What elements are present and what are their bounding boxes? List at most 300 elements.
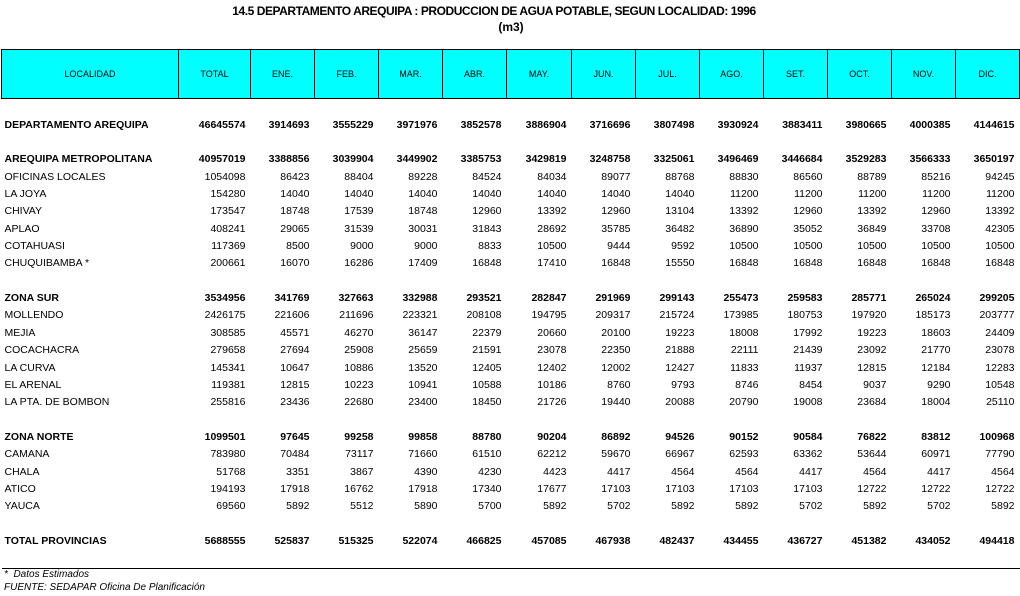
cell-nov: 12184: [921, 361, 951, 374]
cell-oct: 197920: [851, 309, 887, 322]
cell-jun: 22350: [601, 344, 631, 357]
cell-abr: 14040: [472, 187, 502, 200]
cell-set: 63362: [793, 448, 823, 461]
cell-jul: 482437: [659, 535, 695, 548]
cell-set: 436727: [787, 535, 823, 548]
column-header-abr: ABR.: [443, 50, 507, 99]
cell-ene: 10647: [280, 361, 310, 374]
spacer-cell: [2, 273, 1020, 290]
cell-dic: 77790: [985, 448, 1015, 461]
cell-nov: 16848: [921, 257, 951, 270]
cell-set: 90584: [793, 431, 823, 443]
cell-abr: 8833: [478, 240, 502, 253]
cell-oct: 3529283: [845, 153, 887, 166]
row-label: COTAHUASI: [4, 240, 65, 253]
cell-jul: 9793: [671, 378, 695, 391]
cell-may: 457085: [531, 535, 567, 548]
cell-mar: 4390: [414, 465, 438, 478]
cell-jun: 3248758: [589, 153, 631, 166]
cell-dic: 12722: [985, 483, 1015, 496]
cell-ago: 90152: [729, 431, 759, 443]
row-label: CHUQUIBAMBA *: [4, 257, 90, 270]
cell-feb: 73117: [345, 448, 374, 461]
cell-may: 14040: [537, 187, 567, 200]
cell-may: 28692: [537, 222, 567, 235]
cell-feb: 22680: [344, 396, 374, 409]
cell-mar: 522074: [402, 535, 438, 548]
cell-feb: 46270: [344, 326, 374, 339]
cell-dic: 16848: [985, 257, 1015, 270]
header-row: [2, 50, 1020, 99]
cell-abr: 84524: [472, 170, 502, 183]
table-row: [2, 238, 1020, 255]
cell-jul: 17103: [665, 483, 695, 496]
cell-oct: 451382: [851, 535, 887, 548]
cell-jun: 59670: [601, 448, 631, 461]
cell-oct: 5892: [863, 500, 887, 513]
column-header-jun: JUN.: [572, 50, 636, 99]
cell-dic: 299205: [979, 292, 1015, 305]
cell-ene: 29065: [280, 222, 310, 235]
cell-total: 308585: [210, 326, 246, 339]
cell-set: 3446684: [781, 153, 823, 166]
cell-mar: 17918: [408, 483, 438, 496]
cell-nov: 18603: [921, 326, 951, 339]
cell-feb: 3555229: [332, 118, 374, 131]
cell-ago: 36890: [729, 222, 759, 235]
cell-abr: 5700: [478, 500, 502, 513]
cell-nov: 85216: [921, 170, 951, 183]
row-label: MEJIA: [4, 326, 36, 339]
cell-mar: 10941: [408, 378, 438, 391]
table-row: [2, 394, 1020, 411]
spacer-cell: [2, 411, 1020, 428]
cell-mar: 23400: [408, 396, 438, 409]
cell-oct: 12815: [857, 361, 887, 374]
table-row-subtotal: [2, 116, 1020, 133]
cell-total: 2426175: [204, 309, 246, 322]
cell-jun: 19440: [601, 396, 631, 409]
row-label: ATICO: [4, 483, 36, 496]
cell-total: 173547: [210, 205, 246, 218]
cell-dic: 12283: [985, 361, 1015, 374]
table-header: [2, 50, 1020, 99]
cell-total: 200661: [210, 257, 246, 270]
cell-set: 4417: [799, 465, 823, 478]
cell-feb: 16286: [344, 257, 374, 270]
row-label: DEPARTAMENTO AREQUIPA: [4, 118, 149, 131]
cell-may: 13392: [537, 205, 567, 218]
cell-total: 51768: [216, 465, 246, 478]
cell-ago: 11833: [730, 361, 759, 374]
cell-may: 3429819: [525, 153, 567, 166]
cell-abr: 3385753: [460, 153, 502, 166]
row-label: EL ARENAL: [4, 378, 62, 391]
cell-may: 12402: [537, 361, 567, 374]
cell-ene: 17918: [280, 483, 310, 496]
cell-may: 21726: [537, 396, 567, 409]
table-row-subtotal: [2, 290, 1020, 307]
cell-dic: 11200: [986, 187, 1015, 200]
cell-feb: 31539: [344, 222, 374, 235]
cell-nov: 4000385: [909, 118, 951, 131]
table-row: [2, 377, 1020, 394]
table-row: [2, 446, 1020, 463]
cell-total: 40957019: [198, 153, 246, 166]
table-row: [2, 186, 1020, 203]
cell-oct: 23684: [857, 396, 887, 409]
cell-ago: 62593: [729, 448, 759, 461]
cell-total: 154280: [210, 187, 246, 200]
cell-nov: 10500: [921, 240, 951, 253]
cell-nov: 18004: [921, 396, 951, 409]
cell-mar: 3971976: [396, 118, 438, 131]
cell-total: 255816: [210, 396, 246, 409]
cell-ene: 23436: [280, 396, 310, 409]
cell-feb: 10223: [344, 378, 374, 391]
column-header-localidad: LOCALIDAD: [2, 50, 179, 99]
column-header-dic: DIC.: [956, 50, 1020, 99]
cell-oct: 53644: [857, 448, 887, 461]
spacer-row: [2, 134, 1020, 151]
cell-oct: 16848: [857, 257, 887, 270]
cell-dic: 10500: [985, 240, 1015, 253]
cell-jul: 9592: [671, 240, 695, 253]
cell-jul: 3325061: [653, 153, 695, 166]
table-row-subtotal: [2, 151, 1020, 168]
cell-total: 145341: [210, 361, 246, 374]
cell-mar: 223321: [402, 309, 438, 322]
cell-oct: 12722: [857, 483, 887, 496]
cell-feb: 17539: [344, 205, 374, 218]
cell-ago: 18008: [729, 326, 759, 339]
cell-jul: 299143: [659, 292, 695, 305]
cell-jul: 12427: [665, 361, 695, 374]
cell-may: 17677: [537, 483, 567, 496]
row-label: LA PTA. DE BOMBON: [4, 396, 110, 409]
cell-dic: 4144615: [973, 118, 1015, 131]
cell-jul: 94526: [665, 431, 695, 443]
cell-nov: 12722: [921, 483, 951, 496]
cell-nov: 33708: [921, 222, 951, 235]
column-header-ago: AGO.: [700, 50, 764, 99]
column-header-nov: NOV.: [892, 50, 956, 99]
table-body: [2, 99, 1020, 569]
row-label: CHALA: [4, 465, 40, 478]
cell-total: 408241: [210, 222, 246, 235]
cell-total: 69560: [216, 500, 246, 513]
table-row: [2, 481, 1020, 498]
source-note: FUENTE: SEDAPAR Oficina De Planificación: [4, 582, 205, 593]
cell-may: 10186: [537, 378, 567, 391]
cell-set: 10500: [793, 240, 823, 253]
cell-jul: 215724: [659, 309, 695, 322]
cell-may: 23078: [537, 344, 567, 357]
cell-ago: 17103: [729, 483, 759, 496]
cell-abr: 22379: [472, 326, 502, 339]
row-label: APLAO: [4, 222, 40, 235]
cell-set: 12960: [793, 205, 823, 218]
cell-jul: 4564: [671, 465, 695, 478]
page-title: 14.5 DEPARTAMENTO AREQUIPA : PRODUCCION DE AGUA POTABLE, SEGUN LOCALIDAD: 1996: [232, 4, 756, 18]
row-label: ZONA SUR: [4, 292, 59, 305]
cell-nov: 12960: [921, 205, 951, 218]
cell-jun: 89077: [601, 170, 631, 183]
cell-jun: 291969: [595, 292, 631, 305]
cell-oct: 88789: [857, 170, 887, 183]
cell-nov: 83812: [921, 431, 951, 443]
cell-ene: 86423: [280, 170, 310, 183]
cell-jun: 14040: [601, 187, 631, 200]
table-row: [2, 464, 1020, 481]
cell-may: 84034: [537, 170, 567, 183]
cell-jul: 13104: [665, 205, 695, 218]
cell-total: 119381: [211, 378, 246, 391]
cell-set: 17103: [793, 483, 823, 496]
cell-jun: 12002: [601, 361, 631, 374]
cell-nov: 3566333: [909, 153, 951, 166]
cell-dic: 94245: [985, 170, 1015, 183]
cell-jul: 3807498: [653, 118, 695, 131]
column-header-oct: OCT.: [828, 50, 892, 99]
cell-mar: 36147: [408, 326, 438, 339]
cell-abr: 12960: [472, 205, 502, 218]
cell-nov: 434052: [915, 535, 951, 548]
table-row: [2, 359, 1020, 376]
cell-mar: 71660: [408, 448, 438, 461]
cell-dic: 23078: [985, 344, 1015, 357]
cell-ago: 11200: [730, 187, 759, 200]
cell-abr: 61510: [472, 448, 502, 461]
cell-set: 5702: [799, 500, 823, 513]
cell-set: 180753: [787, 309, 823, 322]
cell-feb: 5512: [350, 500, 374, 513]
cell-may: 90204: [537, 431, 567, 443]
cell-abr: 3852578: [460, 118, 502, 131]
row-label: LA JOYA: [4, 187, 47, 200]
unit-label: (m3): [498, 20, 524, 34]
cell-mar: 9000: [414, 240, 438, 253]
table-row: [2, 307, 1020, 324]
cell-mar: 25659: [408, 344, 438, 357]
data-table: [1, 49, 1020, 569]
cell-set: 21439: [793, 344, 823, 357]
cell-jul: 20088: [665, 396, 695, 409]
table-row-subtotal: [2, 429, 1020, 446]
table-row: [2, 168, 1020, 185]
cell-mar: 332988: [402, 292, 438, 305]
cell-nov: 5702: [927, 500, 951, 513]
cell-feb: 99258: [344, 431, 374, 443]
cell-oct: 4564: [863, 465, 887, 478]
cell-jul: 36482: [665, 222, 695, 235]
cell-jun: 3716696: [589, 118, 631, 131]
row-label: TOTAL PROVINCIAS: [4, 535, 107, 548]
cell-jun: 17103: [601, 483, 631, 496]
cell-mar: 14040: [408, 187, 438, 200]
cell-feb: 16762: [344, 483, 374, 496]
cell-feb: 3039904: [332, 153, 374, 166]
cell-dic: 4564: [991, 465, 1015, 478]
cell-feb: 515325: [338, 535, 374, 548]
cell-jul: 21888: [665, 344, 695, 357]
cell-mar: 5890: [414, 500, 438, 513]
cell-total: 5688555: [204, 535, 246, 548]
cell-jun: 12960: [601, 205, 631, 218]
column-header-total: TOTAL: [179, 50, 251, 99]
cell-jun: 467938: [595, 535, 631, 548]
cell-feb: 9000: [350, 240, 374, 253]
cell-ene: 3351: [286, 465, 310, 478]
cell-total: 1054098: [204, 170, 246, 183]
cell-oct: 13392: [857, 205, 887, 218]
cell-set: 11937: [794, 361, 823, 374]
cell-ago: 3496469: [717, 153, 759, 166]
spacer-cell: [2, 516, 1020, 533]
cell-total: 194193: [210, 483, 246, 496]
cell-ene: 16070: [280, 257, 310, 270]
cell-ene: 3914693: [268, 118, 310, 131]
cell-set: 3883411: [782, 118, 823, 131]
cell-mar: 18748: [408, 205, 438, 218]
cell-may: 20660: [537, 326, 567, 339]
cell-abr: 4230: [478, 465, 502, 478]
cell-jul: 88768: [665, 170, 695, 183]
cell-nov: 9290: [927, 378, 951, 391]
cell-oct: 23092: [857, 344, 887, 357]
cell-may: 3886904: [525, 118, 567, 131]
cell-dic: 24409: [985, 326, 1015, 339]
cell-oct: 11200: [858, 187, 887, 200]
cell-jul: 5892: [671, 500, 695, 513]
cell-set: 11200: [794, 187, 823, 200]
cell-jun: 4417: [607, 465, 631, 478]
cell-dic: 25110: [986, 396, 1015, 409]
cell-set: 19008: [793, 396, 823, 409]
cell-feb: 327663: [338, 292, 374, 305]
footnote-estimated: * Datos Estimados: [4, 569, 90, 580]
cell-set: 8454: [799, 378, 823, 391]
cell-may: 5892: [543, 500, 567, 513]
spacer-row: [2, 273, 1020, 290]
cell-nov: 4417: [927, 465, 951, 478]
cell-total: 279658: [210, 344, 246, 357]
cell-ago: 22111: [730, 344, 759, 357]
cell-oct: 10500: [857, 240, 887, 253]
cell-mar: 99858: [408, 431, 438, 443]
cell-total: 1099501: [204, 431, 246, 443]
cell-oct: 9037: [863, 378, 887, 391]
cell-mar: 13520: [408, 361, 438, 374]
row-label: CAMANA: [4, 448, 50, 461]
row-label: COCACHACRA: [4, 344, 80, 357]
cell-may: 10500: [537, 240, 567, 253]
cell-may: 282847: [531, 292, 567, 305]
cell-set: 35052: [793, 222, 823, 235]
cell-mar: 3449902: [396, 153, 438, 166]
cell-abr: 208108: [466, 309, 502, 322]
cell-total: 46645574: [198, 118, 246, 131]
spacer-row: [2, 516, 1020, 533]
cell-ene: 8500: [286, 240, 310, 253]
spacer-row: [2, 411, 1020, 428]
cell-ene: 221606: [274, 309, 310, 322]
cell-jul: 14040: [665, 187, 695, 200]
cell-ago: 4564: [735, 465, 759, 478]
cell-ago: 20790: [729, 396, 759, 409]
column-header-ene: ENE.: [251, 50, 315, 99]
spacer-row: [2, 99, 1020, 117]
row-label: ZONA NORTE: [4, 431, 74, 443]
cell-dic: 13392: [985, 205, 1015, 218]
spacer-cell: [2, 99, 1020, 117]
cell-ene: 45571: [280, 326, 310, 339]
cell-ago: 10500: [729, 240, 759, 253]
cell-dic: 494418: [979, 535, 1015, 548]
cell-jun: 8760: [607, 378, 631, 391]
cell-mar: 17409: [408, 257, 438, 270]
cell-feb: 14040: [344, 187, 374, 200]
cell-ago: 13392: [729, 205, 759, 218]
cell-jul: 19223: [665, 326, 695, 339]
table-row: [2, 203, 1020, 220]
cell-jun: 209317: [595, 309, 631, 322]
cell-ene: 97645: [280, 431, 310, 443]
table-row-subtotal: [2, 533, 1020, 550]
spacer-cell: [2, 134, 1020, 151]
row-label: OFICINAS LOCALES: [4, 170, 106, 183]
cell-nov: 265024: [915, 292, 951, 305]
row-label: MOLLENDO: [4, 309, 64, 322]
cell-dic: 100968: [979, 431, 1015, 443]
cell-oct: 3980665: [845, 118, 887, 131]
cell-ago: 8746: [735, 378, 759, 391]
cell-nov: 185173: [915, 309, 951, 322]
cell-ene: 3388856: [268, 153, 310, 166]
table-row: [2, 221, 1020, 238]
column-header-mar: MAR.: [379, 50, 443, 99]
cell-ene: 18748: [280, 205, 310, 218]
cell-oct: 76822: [857, 431, 887, 443]
cell-ago: 16848: [729, 257, 759, 270]
cell-dic: 10548: [985, 378, 1015, 391]
cell-ene: 341769: [274, 292, 310, 305]
cell-ago: 88830: [729, 170, 759, 183]
cell-abr: 466825: [466, 535, 502, 548]
cell-feb: 211696: [339, 309, 374, 322]
cell-dic: 42305: [985, 222, 1015, 235]
cell-dic: 5892: [991, 500, 1015, 513]
cell-set: 259583: [787, 292, 823, 305]
cell-ene: 525837: [274, 535, 310, 548]
cell-jun: 20100: [601, 326, 631, 339]
cell-abr: 293521: [466, 292, 502, 305]
cell-may: 17410: [537, 257, 567, 270]
cell-nov: 11200: [922, 187, 951, 200]
cell-mar: 30031: [408, 222, 438, 235]
cell-oct: 285771: [851, 292, 887, 305]
cell-set: 16848: [793, 257, 823, 270]
cell-ene: 14040: [280, 187, 310, 200]
cell-ene: 27694: [280, 344, 310, 357]
cell-may: 4423: [543, 465, 567, 478]
cell-set: 86560: [793, 170, 823, 183]
cell-abr: 21591: [472, 344, 502, 357]
cell-total: 117369: [211, 240, 246, 253]
cell-abr: 16848: [472, 257, 502, 270]
cell-jun: 35785: [601, 222, 631, 235]
cell-jun: 16848: [601, 257, 631, 270]
